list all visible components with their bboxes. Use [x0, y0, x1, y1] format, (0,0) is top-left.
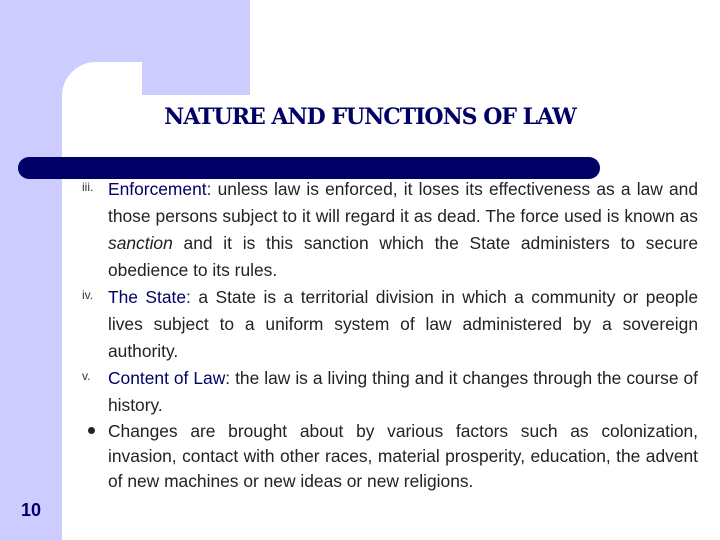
item-text-part: : a State is a territorial division in which a community or people lives subject to a uniform system of law administered by a sovereign authority.: [108, 287, 698, 361]
corner-cutout: [62, 62, 142, 142]
bullet-dot-icon: [88, 427, 95, 434]
list-item-content-of-law: [82, 365, 698, 419]
slide-number: 10: [20, 500, 42, 520]
item-text: [108, 284, 698, 365]
item-marker: v.: [82, 369, 91, 383]
bullet-item-changes: [82, 419, 698, 494]
list-item-the-state: [82, 284, 698, 365]
item-keyword: The State: [108, 287, 187, 307]
item-text-part: and it is this sanction which the State administers to secure obedience to its rules.: [108, 233, 698, 280]
item-marker: iv.: [82, 288, 94, 302]
item-text: [108, 365, 698, 419]
item-keyword: Enforcement: [108, 179, 207, 199]
slide-content: [82, 176, 698, 494]
item-text-part: : unless law is enforced, it loses its effectiveness as a law and those persons subject to it will regard it as dead. The force used is known as: [108, 179, 698, 226]
italic-term: sanction: [108, 233, 173, 253]
slide-title: NATURE AND FUNCTIONS OF LAW: [164, 104, 576, 130]
item-keyword: Content of Law: [108, 368, 226, 388]
item-text: [108, 176, 698, 284]
bullet-text: Changes are brought about by various factors such as colonization, invasion, contact with other races, material prosperity, education, the advent of new machines or new ideas or new religions.: [108, 421, 698, 491]
item-marker: iii.: [82, 180, 94, 194]
list-item-enforcement: [82, 176, 698, 284]
item-text-part: : the law is a living thing and it changes through the course of history.: [108, 368, 698, 415]
